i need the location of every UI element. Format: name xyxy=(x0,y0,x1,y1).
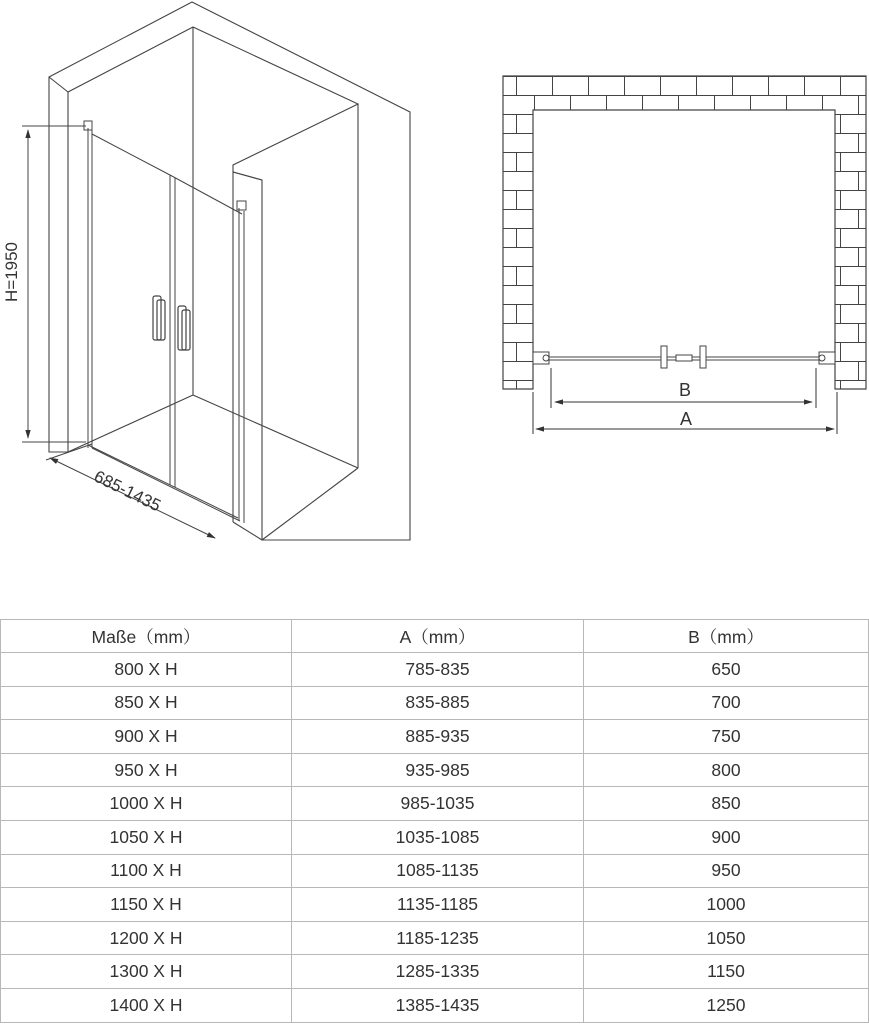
cell-b: 800 xyxy=(584,753,869,787)
cell-size: 1000 X H xyxy=(1,787,292,821)
table-row xyxy=(1,854,869,888)
height-label: H=1950 xyxy=(2,241,21,303)
dimensions-table xyxy=(0,619,869,1023)
cell-size: 1400 X H xyxy=(1,988,292,1022)
cell-size: 1200 X H xyxy=(1,921,292,955)
cell-size: 950 X H xyxy=(1,753,292,787)
cell-a: 885-935 xyxy=(292,720,584,754)
cell-size: 800 X H xyxy=(1,653,292,687)
cell-a: 985-1035 xyxy=(292,787,584,821)
cell-b: 850 xyxy=(584,787,869,821)
table-header-row xyxy=(1,620,869,653)
table-row xyxy=(1,720,869,754)
table-row xyxy=(1,787,869,821)
cell-b: 1250 xyxy=(584,988,869,1022)
shower-3d-view xyxy=(22,2,410,540)
door-handles xyxy=(153,296,190,350)
table-row xyxy=(1,955,869,989)
table-row xyxy=(1,653,869,687)
table-row xyxy=(1,988,869,1022)
cell-b: 1150 xyxy=(584,955,869,989)
cell-size: 850 X H xyxy=(1,686,292,720)
cell-b: 1050 xyxy=(584,921,869,955)
cell-size: 1150 X H xyxy=(1,888,292,922)
cell-size: 1050 X H xyxy=(1,820,292,854)
table-row xyxy=(1,820,869,854)
table-row xyxy=(1,686,869,720)
cell-size: 900 X H xyxy=(1,720,292,754)
cell-a: 1135-1185 xyxy=(292,888,584,922)
cell-a: 1385-1435 xyxy=(292,988,584,1022)
header-size: Maße（mm） xyxy=(1,620,292,653)
cell-b: 750 xyxy=(584,720,869,754)
cell-a: 835-885 xyxy=(292,686,584,720)
back-wall xyxy=(49,2,410,540)
header-a: A（mm） xyxy=(292,620,584,653)
cell-b: 900 xyxy=(584,820,869,854)
height-dimension xyxy=(22,126,86,442)
cell-a: 1185-1235 xyxy=(292,921,584,955)
cell-size: 1100 X H xyxy=(1,854,292,888)
cell-b: 650 xyxy=(584,653,869,687)
label-b: B xyxy=(678,380,692,400)
brick-wall xyxy=(503,76,866,389)
label-a: A xyxy=(679,409,693,429)
table-row xyxy=(1,921,869,955)
glass-line xyxy=(533,346,835,368)
cell-b: 700 xyxy=(584,686,869,720)
cell-a: 1285-1335 xyxy=(292,955,584,989)
table-row xyxy=(1,888,869,922)
cell-size: 1300 X H xyxy=(1,955,292,989)
cell-a: 1085-1135 xyxy=(292,854,584,888)
cell-a: 935-985 xyxy=(292,753,584,787)
cell-a: 785-835 xyxy=(292,653,584,687)
table-row xyxy=(1,753,869,787)
cell-b: 1000 xyxy=(584,888,869,922)
width-label: 685-1435 xyxy=(90,466,164,516)
cell-b: 950 xyxy=(584,854,869,888)
cell-a: 1035-1085 xyxy=(292,820,584,854)
header-b: B（mm） xyxy=(584,620,869,653)
